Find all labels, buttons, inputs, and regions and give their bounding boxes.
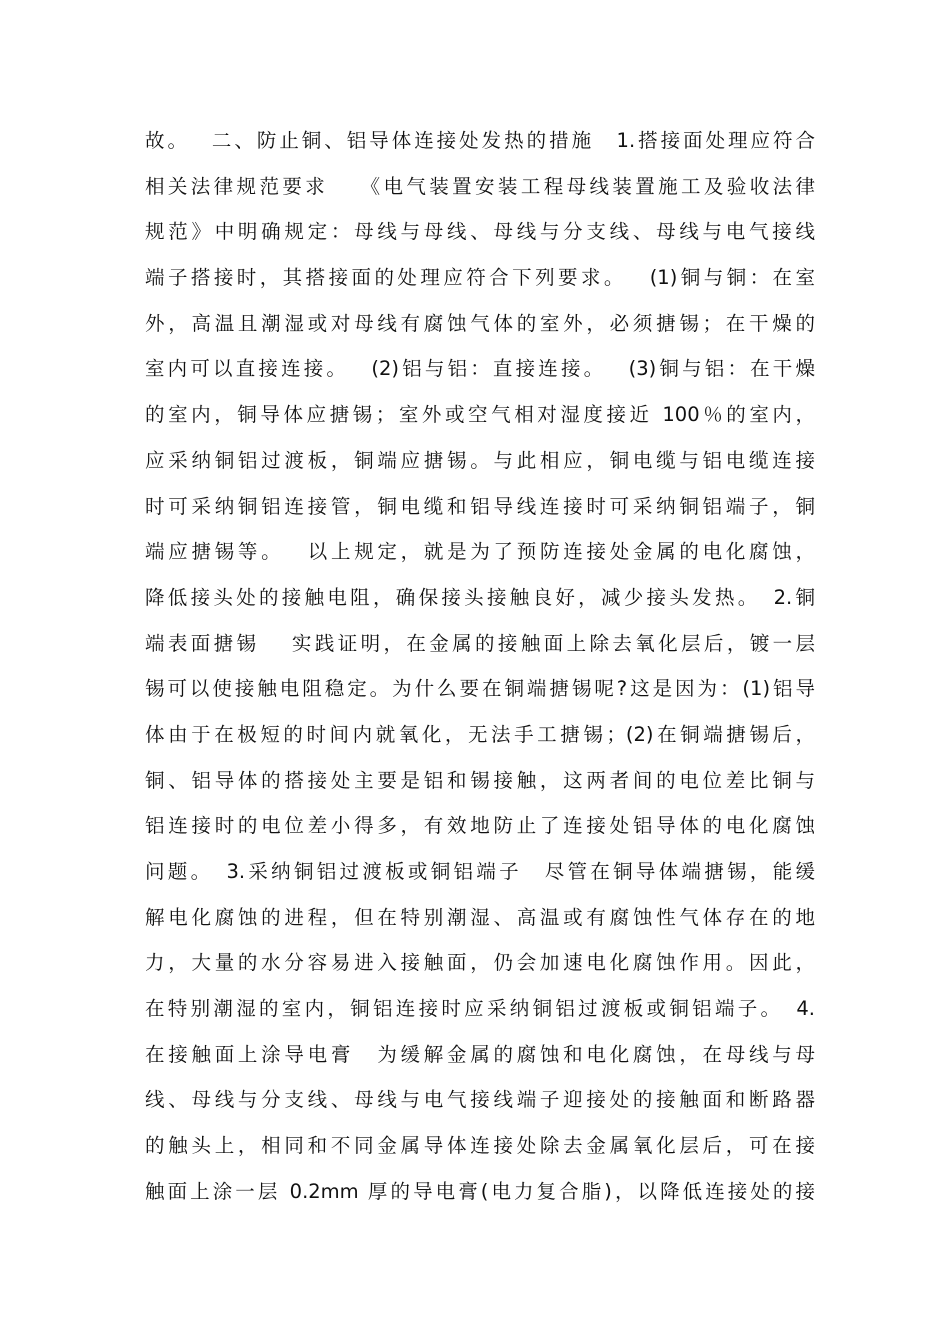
text-line: 端应搪锡等。 以上规定，就是为了预防连接处金属的电化腐蚀， [145,540,815,564]
body-text [145,118,815,1215]
text-line: 的触头上，相同和不同金属导体连接处除去金属氧化层后，可在接 [145,1134,815,1158]
text-line: 解电化腐蚀的进程，但在特别潮湿、高温或有腐蚀性气体存在的地 [145,905,815,929]
text-line: 时可采纳铜铝连接管，铜电缆和铝导线连接时可采纳铜铝端子，铜 [145,494,815,518]
text-line: 锡可以使接触电阻稳定。为什么要在铜端搪锡呢?这是因为：(1)铝导 [145,677,815,701]
text-line: 的室内，铜导体应搪锡；室外或空气相对湿度接近 100％的室内， [145,403,815,427]
text-line: 铜、铝导体的搭接处主要是铝和锡接触，这两者间的电位差比铜与 [145,768,815,792]
text-line: 铝连接时的电位差小得多，有效地防止了连接处铝导体的电化腐蚀 [145,814,815,838]
text-line: 在特别潮湿的室内，铜铝连接时应采纳铜铝过渡板或铜铝端子。 4. [145,997,815,1021]
text-line: 触面上涂一层 0.2mm 厚的导电膏(电力复合脂)，以降低连接处的接 [145,1179,815,1203]
text-line: 降低接头处的接触电阻，确保接头接触良好，减少接头发热。 2.铜 [145,585,815,609]
text-line: 室内可以直接连接。 (2)铝与铝：直接连接。 (3)铜与铝：在干燥 [145,357,815,381]
text-line: 规范》中明确规定：母线与母线、母线与分支线、母线与电气接线 [145,220,815,244]
text-line: 端子搭接时，其搭接面的处理应符合下列要求。 (1)铜与铜：在室 [145,266,815,290]
text-line: 应采纳铜铝过渡板，铜端应搪锡。与此相应，铜电缆与铝电缆连接 [145,448,815,472]
text-line: 问题。 3.采纳铜铝过渡板或铜铝端子 尽管在铜导体端搪锡，能缓 [145,860,815,883]
text-line: 端表面搪锡 实践证明，在金属的接触面上除去氧化层后，镀一层 [145,631,815,655]
text-line: 外，高温且潮湿或对母线有腐蚀气体的室外，必须搪锡；在干燥的 [145,311,815,335]
text-line: 体由于在极短的时间内就氧化，无法手工搪锡；(2)在铜端搪锡后， [145,722,815,746]
text-line: 相关法律规范要求 《电气装置安装工程母线装置施工及验收法律 [145,174,815,198]
text-line: 在接触面上涂导电膏 为缓解金属的腐蚀和电化腐蚀，在母线与母 [145,1042,815,1066]
text-line: 线、母线与分支线、母线与电气接线端子迎接处的接触面和断路器 [145,1088,815,1112]
text-line: 力，大量的水分容易进入接触面，仍会加速电化腐蚀作用。因此， [145,951,815,975]
text-line: 故。 二、防止铜、铝导体连接处发热的措施 1.搭接面处理应符合 [145,129,815,152]
